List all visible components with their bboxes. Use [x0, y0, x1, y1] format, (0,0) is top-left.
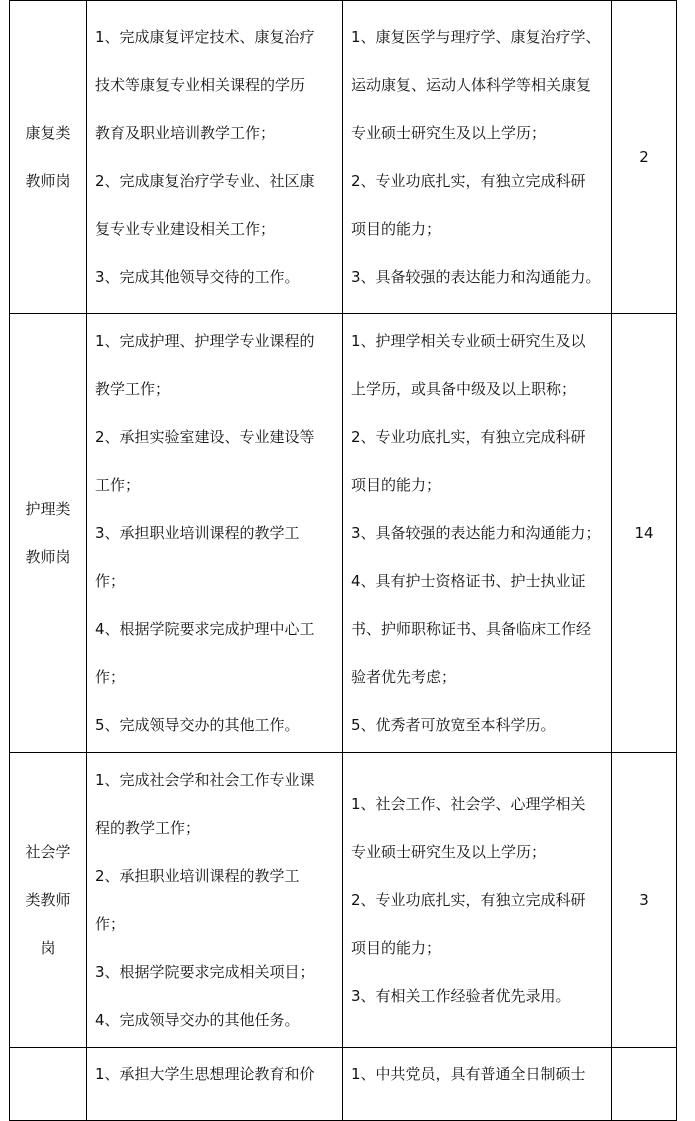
position-line: 社会学 [25, 843, 71, 861]
table-row-ideology-teacher [10, 1048, 677, 1121]
headcount-cell: 3 [612, 753, 677, 1048]
requirement-line: 项目的能力； [351, 939, 442, 957]
requirements-cell [343, 1048, 612, 1121]
position-cell [10, 1048, 87, 1121]
duty-line: 4、根据学院要求完成护理中心工 [95, 620, 315, 638]
position-line: 类教师 [25, 891, 71, 909]
headcount-cell [612, 1048, 677, 1121]
requirement-line: 验者优先考虑； [351, 668, 457, 686]
requirement-line: 4、具有护士资格证书、护士执业证 [351, 572, 586, 590]
requirement-line: 3、具备较强的表达能力和沟通能力； [351, 524, 601, 542]
duty-line: 教学工作； [95, 380, 171, 398]
duties-cell [87, 1048, 343, 1121]
duty-line: 1、承担大学生思想理论教育和价 [95, 1065, 315, 1083]
duty-line: 程的教学工作； [95, 819, 201, 837]
requirement-line: 2、专业功底扎实，有独立完成科研 [351, 428, 586, 446]
position-cell [10, 314, 87, 753]
table-row-nursing-teacher [10, 314, 677, 753]
requirement-line: 2、专业功底扎实，有独立完成科研 [351, 891, 586, 909]
requirement-line: 专业硕士研究生及以上学历； [351, 124, 547, 142]
duty-line: 技术等康复专业相关课程的学历 [95, 76, 306, 94]
duty-line: 2、完成康复治疗学专业、社区康 [95, 172, 315, 190]
duties-cell [87, 1, 343, 314]
duty-line: 1、完成康复评定技术、康复治疗 [95, 28, 315, 46]
requirement-line: 项目的能力； [351, 220, 442, 238]
headcount-cell: 14 [612, 314, 677, 753]
requirement-line: 1、康复医学与理疗学、康复治疗学、 [351, 28, 601, 46]
duties-cell [87, 314, 343, 753]
duties-cell [87, 753, 343, 1048]
table-row-sociology-teacher [10, 753, 677, 1048]
duty-line: 教育及职业培训教学工作； [95, 124, 276, 142]
headcount-cell: 2 [612, 1, 677, 314]
requirement-line: 1、护理学相关专业硕士研究生及以 [351, 332, 586, 350]
position-cell [10, 1, 87, 314]
position-line: 护理类 [25, 500, 71, 518]
requirement-line: 项目的能力； [351, 476, 442, 494]
requirement-line: 5、优秀者可放宽至本科学历。 [351, 716, 556, 734]
requirements-cell [343, 753, 612, 1048]
table-row-rehab-teacher [10, 1, 677, 314]
requirement-line: 2、专业功底扎实，有独立完成科研 [351, 172, 586, 190]
position-line: 康复类 [25, 124, 71, 142]
duty-line: 作； [95, 668, 126, 686]
requirement-line: 上学历，或具备中级及以上职称； [351, 380, 577, 398]
requirements-cell [343, 314, 612, 753]
requirement-line: 3、有相关工作经验者优先录用。 [351, 987, 571, 1005]
duty-line: 1、完成社会学和社会工作专业课 [95, 771, 315, 789]
requirement-line: 专业硕士研究生及以上学历； [351, 843, 547, 861]
requirement-line: 书、护师职称证书、具备临床工作经 [351, 620, 592, 638]
position-line: 教师岗 [25, 548, 71, 566]
position-cell [10, 753, 87, 1048]
position-line: 教师岗 [25, 172, 71, 190]
duty-line: 5、完成领导交办的其他工作。 [95, 716, 300, 734]
duty-line: 4、完成领导交办的其他任务。 [95, 1011, 300, 1029]
duty-line: 2、承担实验室建设、专业建设等 [95, 428, 315, 446]
duty-line: 3、完成其他领导交待的工作。 [95, 268, 300, 286]
duty-line: 复专业专业建设相关工作； [95, 220, 276, 238]
duty-line: 作； [95, 572, 126, 590]
job-positions-table [9, 0, 677, 1121]
requirement-line: 3、具备较强的表达能力和沟通能力。 [351, 268, 601, 286]
requirement-line: 1、社会工作、社会学、心理学相关 [351, 795, 586, 813]
duty-line: 3、承担职业培训课程的教学工 [95, 524, 300, 542]
position-line: 岗 [40, 939, 56, 957]
requirement-line: 运动康复、运动人体科学等相关康复 [351, 76, 592, 94]
duty-line: 工作； [95, 476, 141, 494]
duty-line: 作； [95, 915, 126, 933]
requirement-line: 1、中共党员，具有普通全日制硕士 [351, 1065, 586, 1083]
duty-line: 1、完成护理、护理学专业课程的 [95, 332, 315, 350]
duty-line: 2、承担职业培训课程的教学工 [95, 867, 300, 885]
duty-line: 3、根据学院要求完成相关项目； [95, 963, 315, 981]
requirements-cell [343, 1, 612, 314]
